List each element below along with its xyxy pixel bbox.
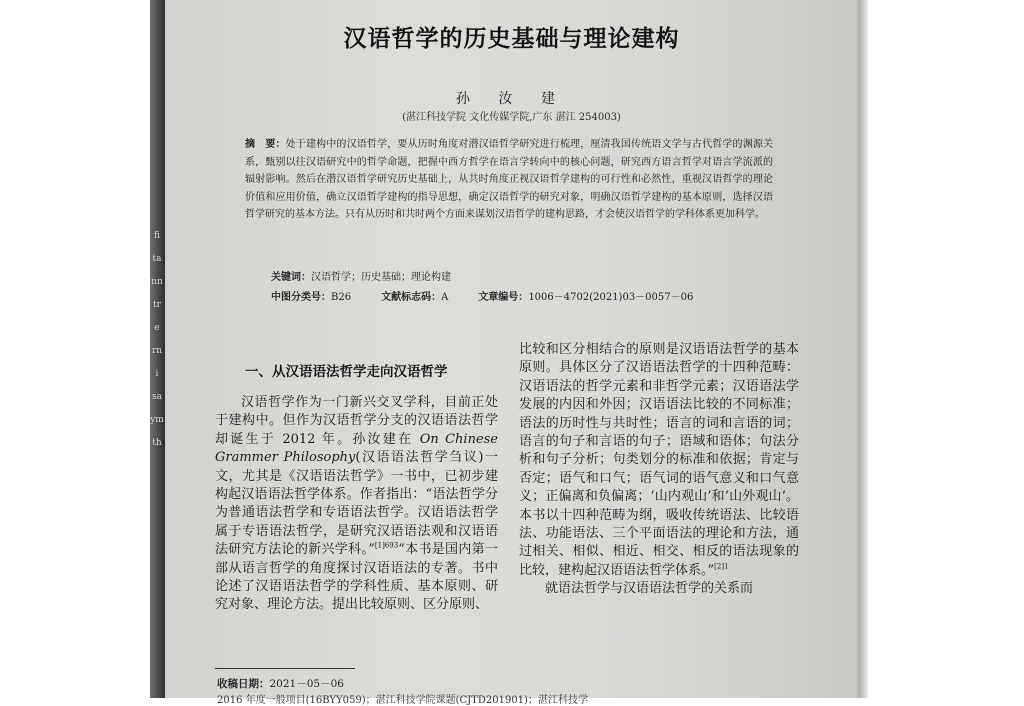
bleed-glyph: i [155,369,159,379]
paper-author: 孙 汝 建 [456,91,567,107]
received-date [217,676,857,691]
received-date-label: 收稿日期： [217,678,270,690]
received-date-value: 2021－05－06 [269,678,344,690]
bleed-glyph: fi [153,231,160,241]
bleed-glyph: ym [150,415,164,425]
funding-note: 2016 年度一般项目(16BYY059)；湛江科技学院课题(CJTD201901)；湛江科技学 [217,695,588,706]
bleed-glyph: rn [151,346,163,356]
footnote-divider [215,668,355,669]
bleed-glyph: e [154,323,160,333]
keywords-text: 汉语哲学；历史基础；理论构建 [311,272,451,283]
bleed-glyph: ta [152,254,162,264]
article-number-value: 1006－4702(2021)03－0057－06 [528,292,694,303]
left-column-paragraph [215,394,498,615]
classification-row [271,288,831,303]
bleed-through-text [150,225,164,455]
paper-title: 汉语哲学的历史基础与理论建构 [343,26,680,52]
bleed-glyph: th [152,438,162,448]
bleed-glyph: tr [153,300,161,310]
doc-code-label: 文献标志码： [381,292,442,303]
page-edge [858,0,868,698]
article-number-label: 文章编号： [478,292,529,303]
citation-ref: [1]693 [374,541,399,550]
left-text-a: 汉语哲学作为一门新兴交叉学科，目前正处于建构中。但作为汉语哲学分支的汉语语法哲学却诞生于 2012 年。孙汝建在 [215,395,498,447]
citation-ref: [2]1 [714,562,729,571]
section-heading: 一、从汉语语法哲学走向汉语哲学 [245,364,448,380]
keywords-label: 关键词： [271,272,311,283]
right-text-1: 比较和区分相结合的原则是汉语语法哲学的基本原则。具体区分了汉语语法哲学的十四种范畴：汉语语法的哲学元素和非哲学元素；汉语语法学发展的内因和外因；汉语语法比较的不同标准；语法的历时性与共时性；语言的词和言语的词；语言的句子和言语的句子；语域和语体；句法分析和句子分析；句类划分的标准和依据；肯定与否定；语气和口气；语气词的语气意义和口气意义；正偏离和负偏离；‘山内观山’和‘山外观山’。本书以十四种范畴为纲，吸收传统语法、比较语法、功能语法、三个平面语法的理论和方法，通过相关、相似、相近、相交、相反的语法现象的比较，建构起汉语语法哲学体系。” [519,342,799,578]
author-affiliation: (湛江科技学院 文化传媒学院,广东 湛江 254003) [402,112,621,123]
abstract-text: 处于建构中的汉语哲学，要从历时角度对潜汉语哲学研究进行梳理，厘清我国传统语文学与古代哲学的渊源关系，甄别以往汉语研究中的哲学命题，把握中西方哲学在语言学转向中的核心问题，研究西方语言哲学对语言学流派的辐射影响。然后在潜汉语哲学研究历史基础上，从共时角度正视汉语哲学建构的可行性和必然性，重视汉语哲学的理论价值和应用价值，确立汉语哲学建构的指导思想，确定汉语哲学的研究对象，明确汉语哲学建构的基本原则，选择汉语哲学研究的基本方法。只有从历时和共时两个方面来谋划汉语哲学的建构思路，才会使汉语哲学的学科体系更加科学。 [245,139,774,220]
clc-label: 中图分类号： [271,292,331,303]
keywords [271,268,791,283]
bleed-glyph: nn [151,277,163,287]
right-paragraph-1 [519,341,799,580]
doc-code-value: A [441,292,449,303]
left-text-b: (汉语语法哲学刍议)一文，尤其是《汉语语法哲学》一书中，已初步建构起汉语语法哲学体系。作者指出：“语法哲学分为普通语法哲学和专语语法哲学。汉语语法哲学属于专语语法哲学，是研究汉语语法观和汉语语法研究方法论的新兴学科。” [215,450,498,558]
abstract-label: 摘 要： [245,139,286,150]
right-paragraph-2: 就语法哲学与汉语语法哲学的关系而 [545,581,754,597]
journal-page [165,0,858,706]
left-latin-title: On Chinese Grammer Philosophy [215,431,499,466]
left-text-c: “本书是国内第一部从语言哲学的角度探讨汉语语法的专著。书中论述了汉语语法哲学的学科性质、基本原则、研究对象、理论方法。提出比较原则、区分原则、 [215,542,498,613]
right-column [519,341,799,599]
clc-value: B26 [331,292,352,303]
bleed-glyph: sa [152,392,162,402]
book-spine [0,0,165,698]
abstract [245,136,773,224]
